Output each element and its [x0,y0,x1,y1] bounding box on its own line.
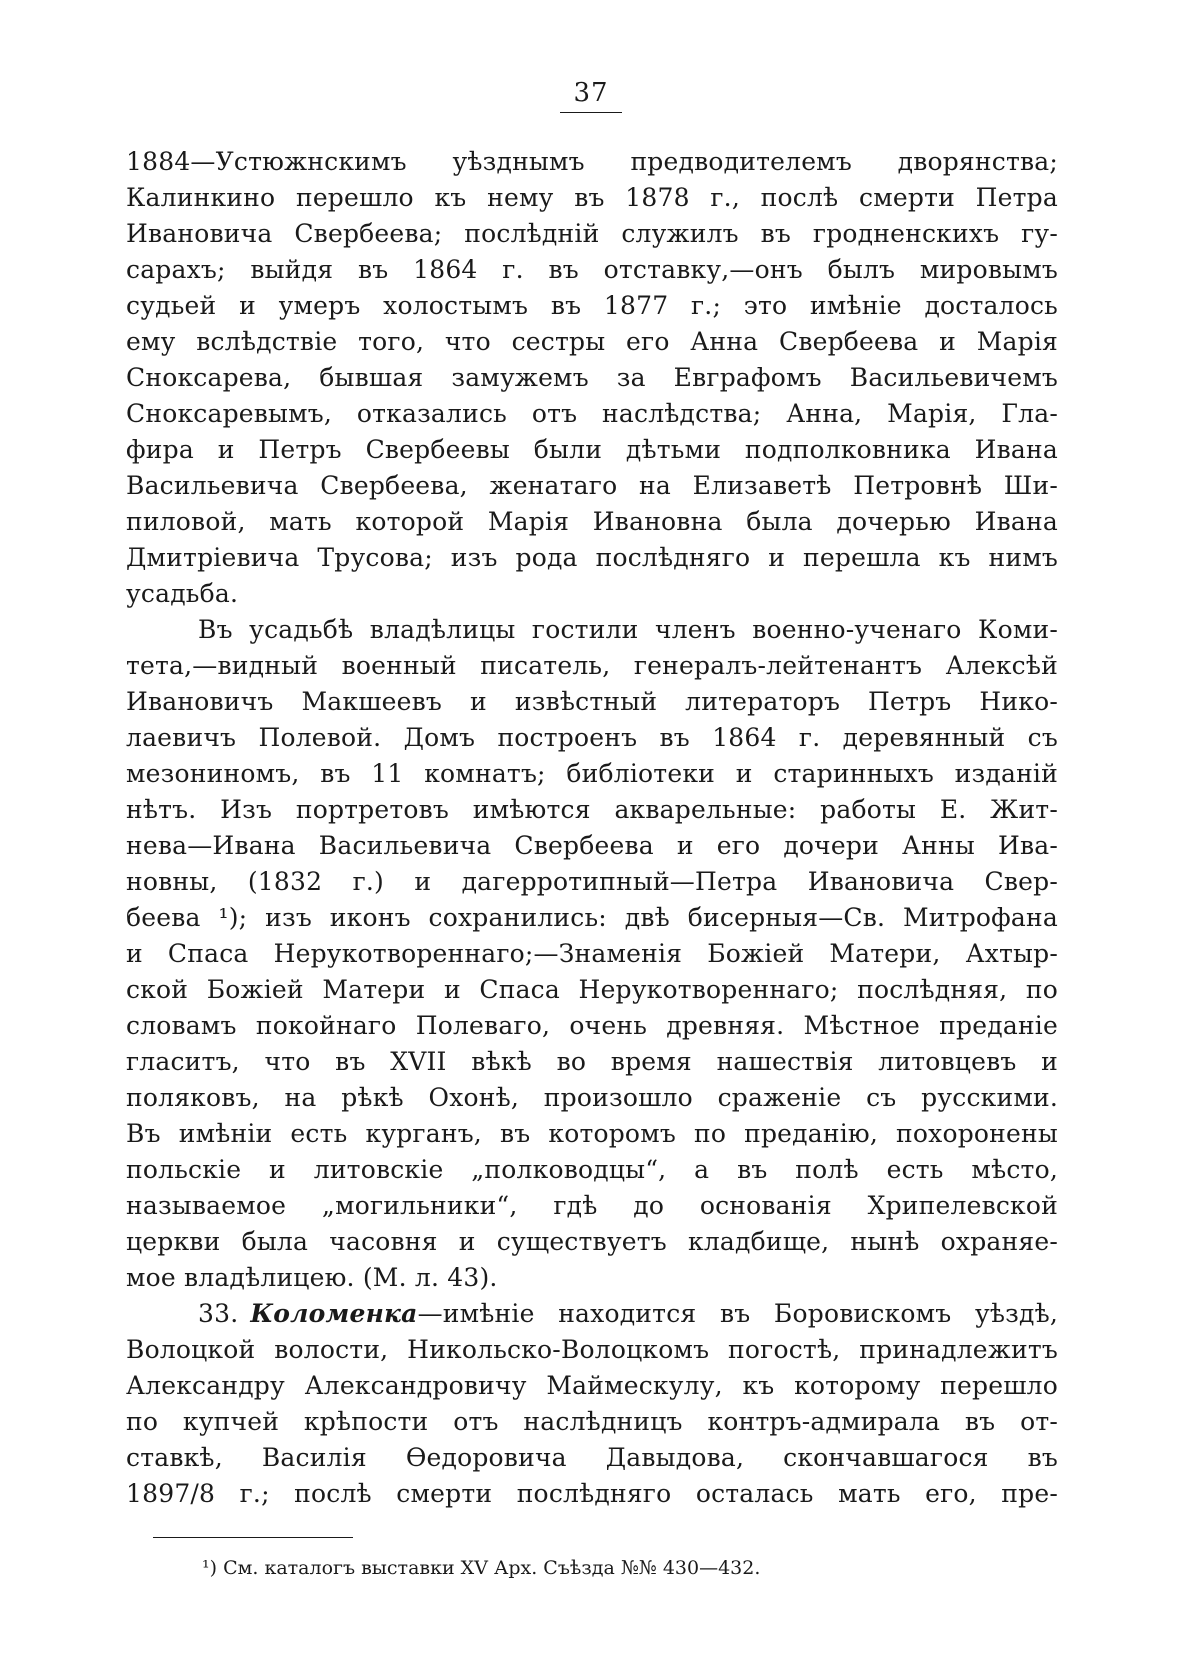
text-line: словамъ покойнаго Полеваго, очень древняя. Мѣстное преданіе [126,1011,1058,1040]
text-line: мое владѣлицею. (М. л. 43). [126,1263,498,1292]
text-line: поляковъ, на рѣкѣ Охонѣ, произошло сраженіе съ русскими. [126,1083,1058,1112]
text-line: Сноксарева, бывшая замужемъ за Евграфомъ Васильевичемъ [126,363,1058,392]
page-number-rule [560,112,622,113]
text-line: усадьба. [126,579,239,608]
text-line: Волоцкой волости, Никольско-Волоцкомъ погостѣ, принадлежитъ [126,1335,1058,1364]
text-line: Калинкино перешло къ нему въ 1878 г., послѣ смерти Петра [126,183,1058,212]
text-line: нѣтъ. Изъ портретовъ имѣются акварельные: работы Е. Жит- [126,795,1058,824]
text-line: Ивановичъ Макшеевъ и извѣстный литераторъ Петръ Нико- [126,687,1058,716]
text-line: 1897/8 г.; послѣ смерти послѣдняго осталась мать его, пре- [126,1479,1058,1508]
text-line: 1884—Устюжнскимъ уѣзднымъ предводителемъ дворянства; [126,147,1058,176]
entry-name: Коломенка [250,1299,418,1328]
page-number: 37 [573,78,609,108]
text-line: Александру Александровичу Маймескулу, къ которому перешло [126,1371,1058,1400]
text-line: ставкѣ, Василія Ѳедоровича Давыдова, скончавшагося въ [126,1443,1058,1472]
footnote: ¹) См. каталогъ выставки XV Арх. Съѣзда №№ 430—432. [202,1557,761,1579]
text-line: пиловой, мать которой Марія Ивановна была дочерью Ивана [126,507,1058,536]
text-line: церкви была часовня и существуетъ кладбище, нынѣ охраняе- [126,1227,1058,1256]
text-line: сарахъ; выйдя въ 1864 г. въ отставку,—онъ былъ мировымъ [126,255,1058,284]
text-line: беева ¹); изъ иконъ сохранились: двѣ бисерныя—Св. Митрофана [126,903,1058,932]
text-line: Васильевича Свербеева, женатаго на Елизаветѣ Петровнѣ Ши- [126,471,1058,500]
entry-number: 33. [198,1299,239,1328]
text-line: новны, (1832 г.) и дагерротипный—Петра Ивановича Свер- [126,867,1058,896]
text-line: ской Божіей Матери и Спаса Нерукотвореннаго; послѣдняя, по [126,975,1058,1004]
text-line: и Спаса Нерукотвореннаго;—Знаменія Божіей Матери, Ахтыр- [126,939,1058,968]
text-line: Дмитріевича Трусова; изъ рода послѣдняго и перешла къ нимъ [126,543,1058,572]
text-line: ему вслѣдствіе того, что сестры его Анна Свербеева и Марія [126,327,1058,356]
text-line: фира и Петръ Свербеевы были дѣтьми подполковника Ивана [126,435,1058,464]
text-line: польскіе и литовскіе „полководцы“, а въ полѣ есть мѣсто, [126,1155,1058,1184]
text-line: тета,—видный военный писатель, генералъ-лейтенантъ Алексѣй [126,651,1058,680]
entry-text: —имѣніе находится въ Боровискомъ уѣздѣ, [417,1299,1058,1328]
text-line: Въ имѣніи есть курганъ, въ которомъ по преданію, похоронены [126,1119,1058,1148]
text-line: называемое „могильники“, гдѣ до основанія Хрипелевской [126,1191,1058,1220]
text-line: Сноксаревымъ, отказались отъ наслѣдства; Анна, Марія, Гла- [126,399,1058,428]
text-line: гласитъ, что въ XVII вѣкѣ во время нашествія литовцевъ и [126,1047,1058,1076]
text-line: Ивановича Свербеева; послѣдній служилъ въ гродненскихъ гу- [126,219,1058,248]
text-line: Въ усадьбѣ владѣлицы гостили членъ военно-ученаго Коми- [198,615,1058,644]
text-line: нева—Ивана Васильевича Свербеева и его дочери Анны Ива- [126,831,1058,860]
text-line: мезониномъ, въ 11 комнатъ; библіотеки и старинныхъ изданій [126,759,1058,788]
text-line: по купчей крѣпости отъ наслѣдницъ контръ-адмирала въ от- [126,1407,1058,1436]
text-line: лаевичъ Полевой. Домъ построенъ въ 1864 г. деревянный съ [126,723,1058,752]
text-line: судьей и умеръ холостымъ въ 1877 г.; это имѣніе досталось [126,291,1058,320]
footnote-rule [153,1537,353,1538]
entry-33-line [198,1295,1058,1333]
